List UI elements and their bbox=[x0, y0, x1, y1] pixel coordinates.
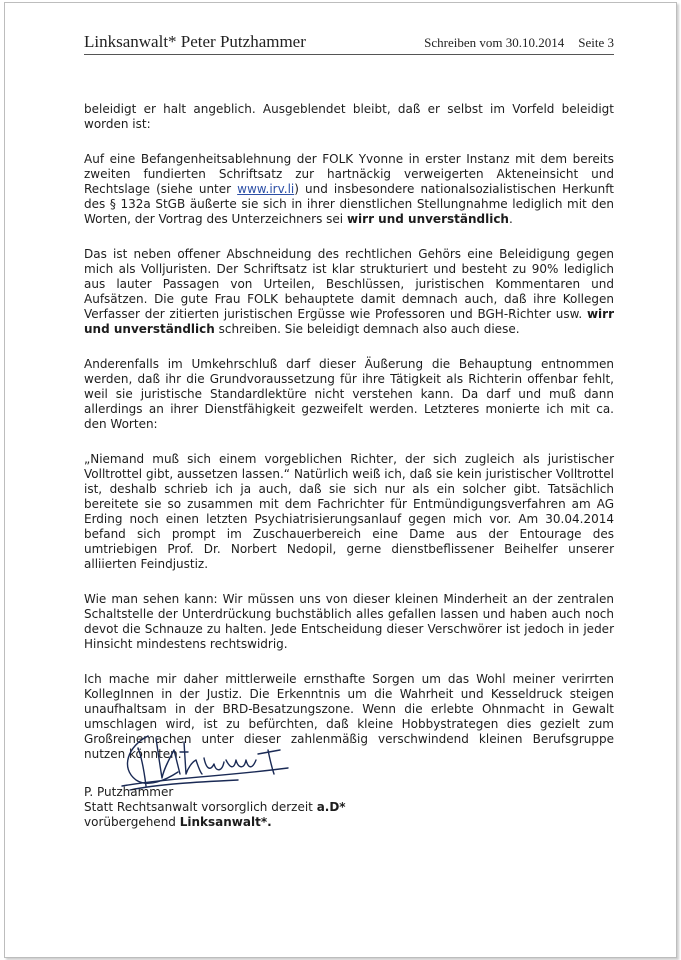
paragraph-7: Ich mache mir daher mittlerweile ernsthafte Sorgen um das Wohl meiner verirrten KollegInnen in der Justiz. Die Erkenntnis um die Wahrheit und Kesseldruck steigen unaufhaltsam in der BRD-Besatzungszone. Wenn die erlebte Ohnmacht in Gewalt umschlagen wird, ist zu befürchten, daß kleine Hobbystrategen dies gezielt zum Großreinemachen unter dieser zahlenmäßig verschwindend kleinen Berufsgruppe nutzen könnten. bbox=[84, 672, 614, 761]
signer-title-line bbox=[84, 800, 346, 815]
signer-status-text: vorübergehend bbox=[84, 815, 180, 829]
paragraph-2-text-a: Auf eine Befangenheitsablehnung der FOLK Yvonne in erster Instanz mit dem bereits zweiten fundierten Schriftsatz zur hartnäckig verweigerten Akteneinsicht und Rechtslage (siehe unter bbox=[84, 152, 614, 196]
signer-title-bold: a.D* bbox=[316, 800, 346, 814]
paragraph-6: Wie man sehen kann: Wir müssen uns von dieser kleinen Minderheit an der zentralen Schaltstelle der Unterdrückung buchstäblich alles gefallen lassen und haben auch noch devot die Schnauze zu halten. Jede Entscheidung dieser Verschwörer ist jedoch in jeder Hinsicht mindestens rechtswidrig. bbox=[84, 592, 614, 651]
paragraph-3-bold: wirr und unverständlich bbox=[84, 307, 614, 336]
header-page-number: Seite 3 bbox=[578, 35, 614, 50]
header-date: Schreiben vom 30.10.2014 bbox=[424, 35, 565, 50]
signer-status-bold: Linksanwalt*. bbox=[179, 815, 272, 829]
paragraph-2 bbox=[84, 152, 614, 227]
paragraph-2-text-b: ) und insbesondere nationalsozialistischen Herkunft des § 132a StGB äußerte sie sich in ihrer dienstlichen Stellungnahme lediglich mit den Worten, der Vortrag des Unterzeichners sei bbox=[84, 182, 614, 226]
paragraph-2-bold: wirr und unverständlich bbox=[346, 212, 509, 226]
closing-block bbox=[84, 785, 346, 830]
paragraph-3 bbox=[84, 247, 614, 337]
letter-header bbox=[84, 32, 614, 56]
paragraph-3-text-a: Das ist neben offener Abschneidung des rechtlichen Gehörs eine Beleidigung gegen mich als Volljuristen. Der Schriftsatz ist klar strukturiert und besteht zu 90% lediglich aus lauter Passagen von Urteilen, Beschlüssen, juristischen Kommentaren und Aufsätzen. Die gute Frau FOLK behauptete damit demnach auch, daß ihre Kollegen Verfasser der zitierten juristischen Ergüsse wie Professoren und BGH-Richter usw. bbox=[84, 247, 614, 321]
letter-body bbox=[84, 102, 614, 782]
paragraph-2-text-c: . bbox=[508, 212, 513, 226]
signer-name: P. Putzhammer bbox=[84, 785, 174, 799]
paragraph-4: Anderenfalls im Umkehrschluß darf dieser Äußerung die Behauptung entnommen werden, daß ihr die Grundvoraussetzung für ihre Tätigkeit als Richterin offenbar fehlt, weil sie juristische Standardlektüre nicht verstehen kann. Da darf und muß dann allerdings an ihrer Dienstfähigkeit gezweifelt werden. Letzteres monierte ich mit ca. den Worten: bbox=[84, 357, 614, 431]
paragraph-5: „Niemand muß sich einem vorgeblichen Richter, der sich zugleich als juristischer Volltrottel gibt, aussetzen lassen.“ Natürlich weiß ich, daß sie kein juristischer Volltrottel ist, deshalb schrieb ich ja auch, daß sie sich nur als ein solcher gibt. Tatsächlich bereitete sie so zusammen mit dem Fachrichter für Entmündigungsverfahren am AG Erding noch einen letzten Psychiatrisierungsanlauf gegen mich vor. Am 30.04.2014 befand sich prompt im Zuschauerbereich eine Dame aus der Entourage des umtriebigen Prof. Dr. Norbert Nedopil, gerne dienstbeflissener Beihelfer unserer alliierten Feindjustiz. bbox=[84, 452, 614, 571]
paragraph-3-text-b: schreiben. Sie beleidigt demnach also auch diese. bbox=[214, 322, 520, 336]
signer-status-line bbox=[84, 815, 346, 830]
paragraph-1: beleidigt er halt angeblich. Ausgeblendet bleibt, daß er selbst im Vorfeld beleidigt worden ist: bbox=[84, 102, 614, 131]
header-author: Linksanwalt* Peter Putzhammer bbox=[84, 32, 306, 51]
signer-title-text: Statt Rechtsanwalt vorsorglich derzeit bbox=[84, 800, 317, 814]
irv-link[interactable]: www.irv.li bbox=[237, 182, 295, 196]
header-divider bbox=[84, 54, 614, 55]
header-meta bbox=[424, 35, 614, 51]
